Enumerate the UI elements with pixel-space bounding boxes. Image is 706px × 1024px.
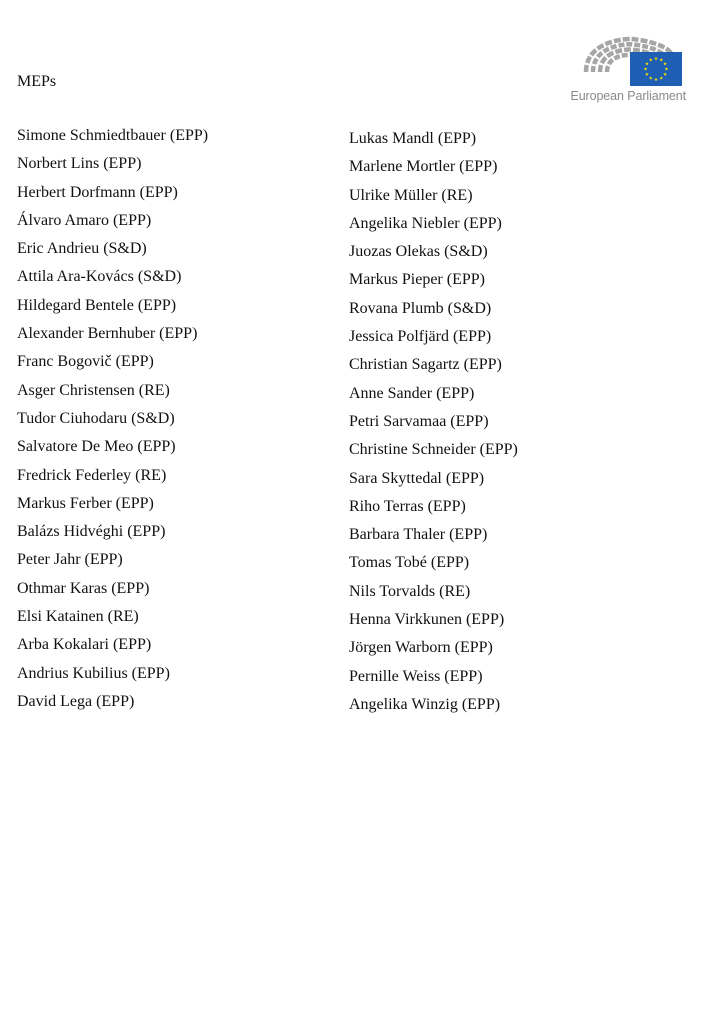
mep-list-item: Juozas Olekas (S&D) bbox=[349, 243, 488, 261]
mep-list-item: Pernille Weiss (EPP) bbox=[349, 667, 483, 685]
european-parliament-hemicycle-logo-icon bbox=[566, 24, 686, 88]
mep-list-item: Tudor Ciuhodaru (S&D) bbox=[17, 409, 175, 427]
mep-list-item: Rovana Plumb (S&D) bbox=[349, 299, 492, 317]
mep-list-item: Sara Skyttedal (EPP) bbox=[349, 469, 485, 487]
mep-list-item: David Lega (EPP) bbox=[17, 692, 135, 710]
mep-list-item: Othmar Karas (EPP) bbox=[17, 579, 150, 597]
mep-list-item: Elsi Katainen (RE) bbox=[17, 608, 139, 626]
mep-list-item: Riho Terras (EPP) bbox=[349, 497, 466, 515]
page-heading: MEPs bbox=[17, 73, 57, 90]
mep-list-item: Angelika Niebler (EPP) bbox=[349, 214, 502, 232]
mep-list-item: Andrius Kubilius (EPP) bbox=[17, 664, 170, 682]
mep-list-item: Attila Ara-Kovács (S&D) bbox=[17, 268, 182, 286]
mep-list-item: Álvaro Amaro (EPP) bbox=[17, 211, 152, 229]
mep-list-item: Marlene Mortler (EPP) bbox=[349, 158, 498, 176]
mep-list-item: Arba Kokalari (EPP) bbox=[17, 636, 152, 654]
logo-wordmark: European Parliament bbox=[570, 89, 686, 103]
mep-list-item: Markus Pieper (EPP) bbox=[349, 271, 485, 289]
mep-list-item: Peter Jahr (EPP) bbox=[17, 551, 123, 569]
mep-list-item: Fredrick Federley (RE) bbox=[17, 466, 167, 484]
mep-list-item: Tomas Tobé (EPP) bbox=[349, 554, 470, 572]
mep-list-item: Ulrike Müller (RE) bbox=[349, 186, 473, 204]
mep-list-item: Anne Sander (EPP) bbox=[349, 384, 475, 402]
mep-list-item: Nils Torvalds (RE) bbox=[349, 582, 471, 600]
mep-list-item: Balázs Hidvéghi (EPP) bbox=[17, 523, 166, 541]
mep-list-item: Asger Christensen (RE) bbox=[17, 381, 170, 399]
mep-list-left-column bbox=[17, 126, 208, 720]
mep-list-item: Simone Schmiedtbauer (EPP) bbox=[17, 127, 209, 144]
mep-list-item: Markus Ferber (EPP) bbox=[17, 494, 154, 512]
mep-list-item: Christine Schneider (EPP) bbox=[349, 441, 518, 459]
mep-list-item: Alexander Bernhuber (EPP) bbox=[17, 325, 198, 343]
mep-list-item: Christian Sagartz (EPP) bbox=[349, 356, 502, 374]
mep-list-item: Barbara Thaler (EPP) bbox=[349, 526, 488, 544]
european-parliament-logo bbox=[566, 24, 686, 108]
mep-list-item: Hildegard Bentele (EPP) bbox=[17, 296, 177, 314]
mep-list-item: Franc Bogovič (EPP) bbox=[17, 353, 154, 371]
mep-list-item: Angelika Winzig (EPP) bbox=[349, 695, 501, 713]
mep-list-item: Jessica Polfjärd (EPP) bbox=[349, 328, 492, 346]
mep-list-item: Petri Sarvamaa (EPP) bbox=[349, 412, 489, 430]
mep-list-item: Henna Virkkunen (EPP) bbox=[349, 611, 505, 629]
mep-list-right-column bbox=[349, 129, 518, 723]
mep-list-item: Lukas Mandl (EPP) bbox=[349, 130, 477, 147]
mep-list-item: Eric Andrieu (S&D) bbox=[17, 240, 147, 258]
mep-list-item: Herbert Dorfmann (EPP) bbox=[17, 183, 178, 201]
mep-list-item: Salvatore De Meo (EPP) bbox=[17, 438, 176, 456]
mep-list-item: Jörgen Warborn (EPP) bbox=[349, 639, 493, 657]
mep-list-item: Norbert Lins (EPP) bbox=[17, 155, 142, 173]
